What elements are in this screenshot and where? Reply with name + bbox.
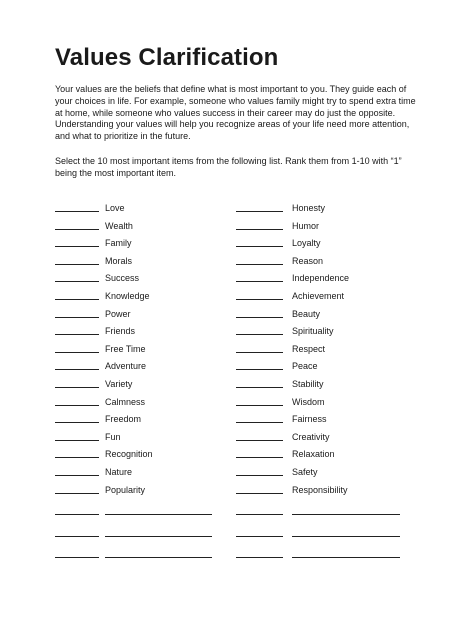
write-in-rank-right-3[interactable] xyxy=(236,557,283,558)
rank-blank-left-2[interactable] xyxy=(55,229,99,230)
rank-blank-right-8[interactable] xyxy=(236,334,283,335)
value-label: Variety xyxy=(105,379,133,389)
rank-blank-right-17[interactable] xyxy=(236,493,283,494)
rank-blank-left-12[interactable] xyxy=(55,405,99,406)
value-label: Creativity xyxy=(292,431,330,442)
value-label: Love xyxy=(105,203,125,213)
write-in-rank-left-3[interactable] xyxy=(55,557,99,558)
value-label: Spirituality xyxy=(292,326,334,337)
value-label: Fun xyxy=(105,431,121,442)
rank-blank-left-5[interactable] xyxy=(55,281,99,282)
rank-blank-right-16[interactable] xyxy=(236,475,283,476)
rank-blank-left-11[interactable] xyxy=(55,387,99,388)
value-label: Loyalty xyxy=(292,238,321,249)
rank-blank-left-7[interactable] xyxy=(55,317,99,318)
page-title: Values Clarification xyxy=(55,44,279,71)
rank-blank-left-3[interactable] xyxy=(55,246,99,247)
rank-blank-left-8[interactable] xyxy=(55,334,99,335)
value-label: Relaxation xyxy=(292,449,335,460)
value-label: Adventure xyxy=(105,361,147,372)
rank-blank-right-13[interactable] xyxy=(236,422,283,423)
write-in-value-left-3[interactable] xyxy=(105,557,212,558)
value-label: Freedom xyxy=(105,414,142,425)
value-label: Stability xyxy=(292,379,324,389)
rank-blank-left-13[interactable] xyxy=(55,422,99,423)
value-label: Responsibility xyxy=(292,484,348,495)
value-label: Beauty xyxy=(292,308,321,319)
value-label: Honesty xyxy=(292,203,326,213)
value-label: Nature xyxy=(105,467,133,477)
value-label: Recognition xyxy=(105,449,153,460)
value-label: Safety xyxy=(292,467,318,477)
write-in-rank-right-1[interactable] xyxy=(236,514,283,515)
write-in-value-right-2[interactable] xyxy=(292,536,400,537)
rank-blank-right-11[interactable] xyxy=(236,387,283,388)
rank-blank-right-14[interactable] xyxy=(236,440,283,441)
rank-blank-right-6[interactable] xyxy=(236,299,283,300)
value-label: Fairness xyxy=(292,414,327,425)
rank-blank-right-9[interactable] xyxy=(236,352,283,353)
value-label: Power xyxy=(105,308,131,319)
rank-blank-left-1[interactable] xyxy=(55,211,99,212)
write-in-value-right-1[interactable] xyxy=(292,514,400,515)
value-label: Respect xyxy=(292,343,326,354)
write-in-rank-left-2[interactable] xyxy=(55,536,99,537)
value-label: Wisdom xyxy=(292,396,325,407)
value-label: Peace xyxy=(292,361,318,372)
value-label: Knowledge xyxy=(105,291,150,301)
rank-blank-left-6[interactable] xyxy=(55,299,99,300)
value-label: Popularity xyxy=(105,484,146,495)
value-label: Morals xyxy=(105,255,133,266)
write-in-value-left-2[interactable] xyxy=(105,536,212,537)
rank-blank-left-15[interactable] xyxy=(55,457,99,458)
write-in-rank-right-2[interactable] xyxy=(236,536,283,537)
value-label: Success xyxy=(105,273,140,284)
rank-blank-left-4[interactable] xyxy=(55,264,99,265)
rank-blank-left-17[interactable] xyxy=(55,493,99,494)
value-label: Humor xyxy=(292,220,320,231)
rank-blank-right-1[interactable] xyxy=(236,211,283,212)
value-label: Calmness xyxy=(105,396,146,407)
rank-blank-left-14[interactable] xyxy=(55,440,99,441)
rank-blank-right-2[interactable] xyxy=(236,229,283,230)
value-label: Independence xyxy=(292,273,350,284)
value-label: Family xyxy=(105,238,132,249)
rank-blank-left-10[interactable] xyxy=(55,369,99,370)
rank-blank-left-9[interactable] xyxy=(55,352,99,353)
write-in-value-left-1[interactable] xyxy=(105,514,212,515)
rank-blank-left-16[interactable] xyxy=(55,475,99,476)
value-label: Free Time xyxy=(105,343,146,354)
rank-blank-right-3[interactable] xyxy=(236,246,283,247)
rank-blank-right-10[interactable] xyxy=(236,369,283,370)
value-label: Achievement xyxy=(292,291,345,301)
rank-blank-right-15[interactable] xyxy=(236,457,283,458)
rank-blank-right-4[interactable] xyxy=(236,264,283,265)
value-label: Friends xyxy=(105,326,136,337)
instructions-paragraph: Select the 10 most important items from the following list. Rank them from 1-10 with “1” being the most important item. xyxy=(55,156,402,178)
value-label: Wealth xyxy=(105,220,133,231)
rank-blank-right-5[interactable] xyxy=(236,281,283,282)
write-in-rank-left-1[interactable] xyxy=(55,514,99,515)
write-in-value-right-3[interactable] xyxy=(292,557,400,558)
intro-paragraph: Your values are the beliefs that define what is most important to you. They guide each of your choices in life. For example, someone who values family might try to spend extra time at home, while someone who values success in their career may do just the opposite. Understanding your values will help you recognize areas of your life need more attention, and what to prioritize in the future. xyxy=(55,84,416,142)
rank-blank-right-7[interactable] xyxy=(236,317,283,318)
value-label: Reason xyxy=(292,255,324,266)
rank-blank-right-12[interactable] xyxy=(236,405,283,406)
